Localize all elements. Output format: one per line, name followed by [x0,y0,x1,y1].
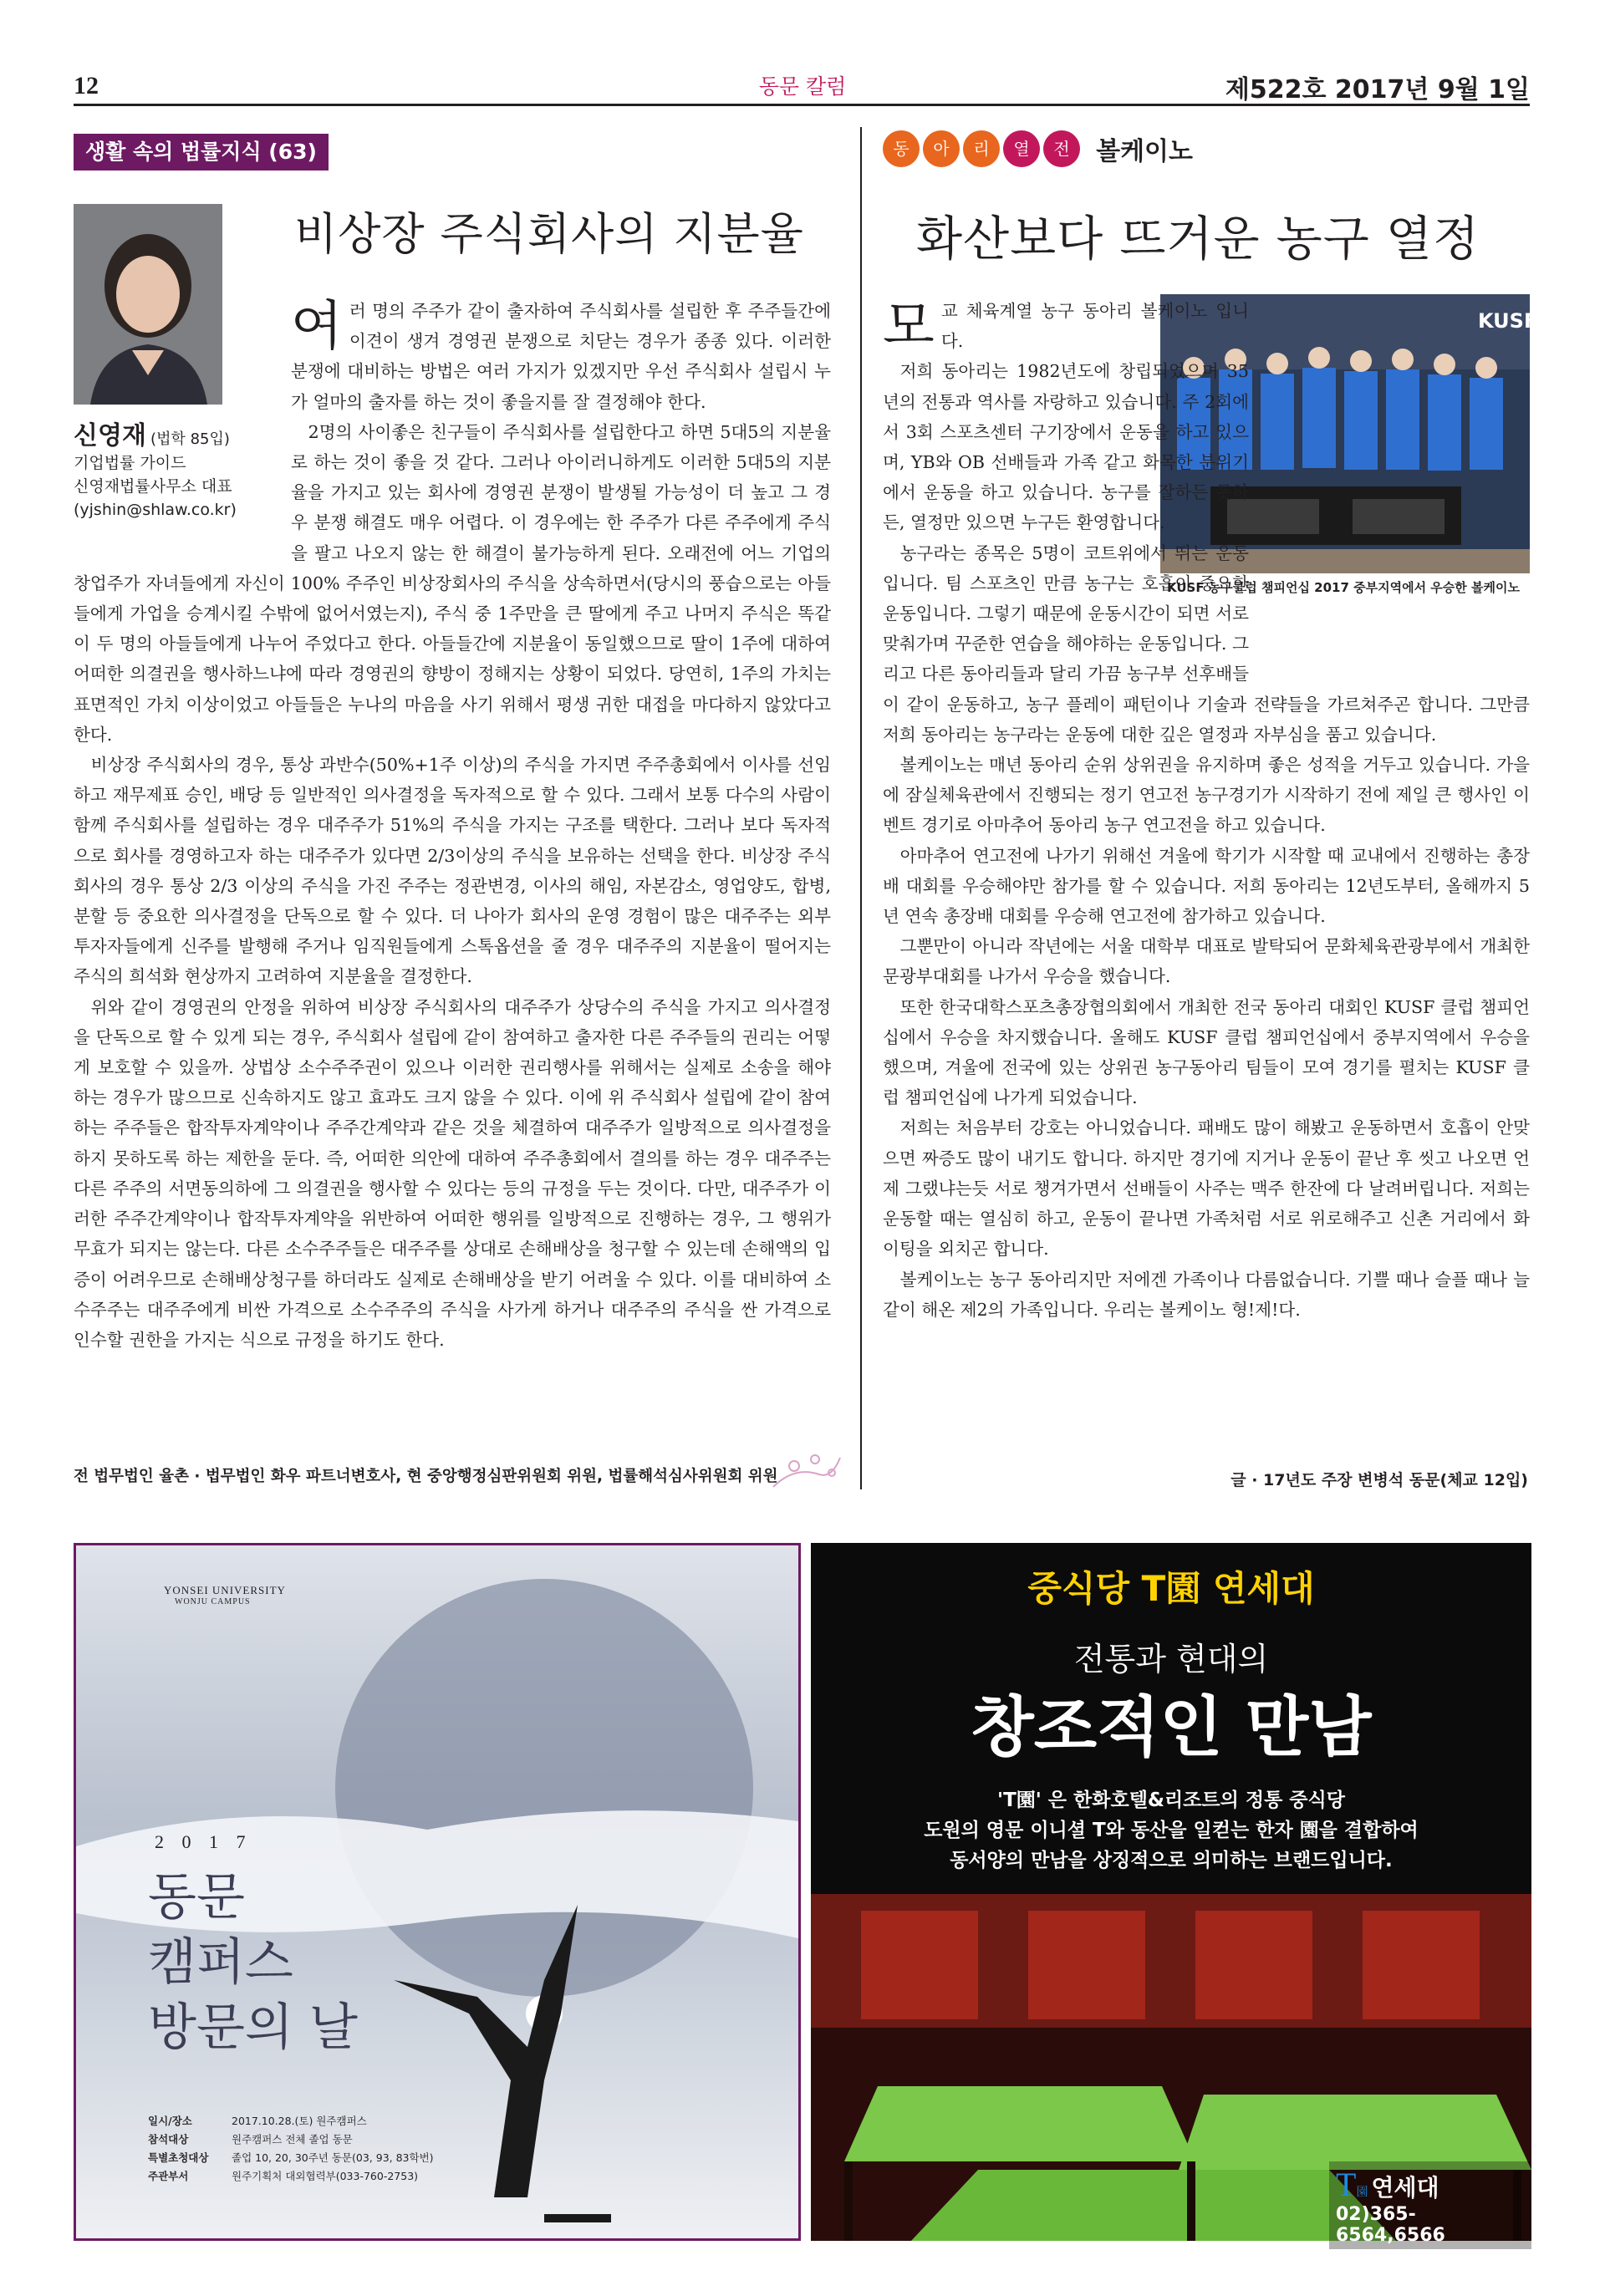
right-paragraph: 저희 동아리는 1982년도에 창립되었으며 35년의 전통과 역사를 자랑하고 있습니다. 주 2회에서 3회 스포츠센터 구기장에서 운동을 하고 있으며, YB와 OB 선배들과 가족 같고 화목한 분위기에서 운동을 하고 있습니다. 농구를 잘하든 못하든, 열정만 있으면 누구든 환영합니다. [883,361,1249,533]
svg-text:KUSF: KUSF [1478,309,1538,333]
ad-title-line3: 방문의 날 [148,1998,358,2057]
author-role1: 기업법률 가이드 [74,454,186,472]
restaurant-phone: 02)365-6564,6566 [1336,2204,1445,2246]
author-name: 신영재 [74,421,146,451]
article-credit: 글 · 17년도 주장 변병석 동문(체교 12입) [1230,1471,1528,1489]
ad-title [148,1865,358,2060]
badge-ri: 리 [963,130,1000,167]
right-paragraph: 그뿐만이 아니라 작년에는 서울 대학부 대표로 발탁되어 문화체육관광부에서 개최한 문광부대회를 나가서 우승을 했습니다. [883,936,1530,987]
badge-yeol: 열 [1003,130,1040,167]
ad-info-row: 주관부서 원주기획처 대외협력부(033-760-2753) [148,2170,419,2182]
right-article-body [883,296,1530,1458]
right-paragraph: 교 체육계열 농구 동아리 볼케이노 입니다. [940,301,1249,352]
ad-subtitle: 전통과 현대의 [1073,1641,1269,1677]
right-paragraph: 저희는 처음부터 강호는 아니었습니다. 패배도 많이 해봤고 운동하면서 호흡이 안맞으면 짜증도 많이 내기도 합니다. 하지만 경기에 지거나 운동이 끝난 후 씻고 나오면 언제 그랬냐는듯 서로 챙겨가면서 선배들이 사주는 맥주 한잔에 다 날려버립니다. 저희는 운동할 때는 열심히 하고, 운동이 끝나면 가족처럼 서로 위로해주고 신촌 거리에서 화이팅을 외치곤 합니다. [883,1117,1530,1260]
logo-text: 연세대 [1371,2174,1439,2202]
ad-desc-line: 'T園' 은 한화호텔&리조트의 정통 중식당 [997,1789,1345,1811]
column-divider [860,127,862,1489]
left-paragraph: 위와 같이 경영권의 안정을 위하여 비상장 주식회사의 대주주가 상당수의 주식을 가지고 의사결정을 단독으로 할 수 있게 되는 경우, 주식회사 설립에 같이 참여하고 출자한 다른 주주들의 권리는 어떻게 보호할 수 있을까. 상법상 소수주주권이 있으나 이러한 권리행사를 위해서는 실제로 소송을 해야 하는 경우가 많으므로 신속하지도 않고 효과도 크지 않을 수 있다. 이에 위 주식회사 설립에 같이 참여하는 주주들은 합작투자계약이나 주주간계약과 같은 것을 체결하여 대주주가 일방적으로 의사결정을 하지 못하도록 하는 제한을 둔다. 즉, 어떠한 의안에 대하여 주주총회에서 결의를 하는 경우 대주주는 다른 주주의 서면동의하에 그 의결권을 행사할 수 있다는 등의 규정을 두는 것이다. 다만, 대주주가 이러한 주주간계약이나 합작투자계약을 위반하여 어떠한 행위를 일방적으로 진행하는 경우, 그 행위가 무효가 되지는 않는다. 다른 소수주주들은 대주주를 상대로 손해배상을 청구할 수 있는데 손해액의 입증이 어려우므로 손해배상청구를 하더라도 실제로 손해배상을 받기 어려울 수 있다. 이를 대비하여 소수주주는 대주주에게 비싼 가격으로 소수주주의 주식을 사가게 하거나 대주주의 주식을 싼 가격으로 인수할 권한을 가지는 식으로 규정을 하기도 한다. [74,996,831,1350]
author-role2: 신영재법률사무소 대표 [74,477,232,496]
photo-caption: KUSF 농구클럽 챔피언십 2017 중부지역에서 우승한 볼케이노 [1167,580,1520,595]
ad-info-row: 참석대상 원주캠퍼스 전체 졸업 동문 [148,2133,353,2146]
author-email: (yjshin@shlaw.co.kr) [74,501,237,519]
series-label: 생활 속의 법률지식 (63) [74,134,329,171]
right-paragraph: 아마추어 연고전에 나가기 위해선 겨울에 학기가 시작할 때 교내에서 진행하는 총장배 대회를 우승해야만 참가를 할 수 있습니다. 저희 동아리는 12년도부터, 올해까지 5년 연속 총장배 대회를 우승해 연고전에 참가하고 있습니다. [883,845,1530,927]
right-dropcap: 모 [883,296,935,358]
author-class: (법학 85입) [150,430,230,448]
author-footnote: 전 법무법인 율촌 · 법무법인 화우 파트너변호사, 현 중앙행정심판위원회 위원, 법률해석심사위원회 위원 [74,1468,778,1485]
ad-campus: WONJU CAMPUS [175,1597,251,1606]
right-paragraph: 농구라는 종목은 5명이 코트위에서 뛰는 운동입니다. 팀 스포츠인 만큼 농구는 호흡이 중요한 운동입니다. 그렇기 때문에 운동시간이 되면 서로 맞춰가며 꾸준한 연습을 해야하는 운동입니다. 그리고 다른 동아리들과 달리 가끔 농구부 선후배들이 같이 운동하고, 농구 플레이 패턴이나 기술과 전략들을 가르쳐주곤 합니다. 그만큼 저희 동아리는 농구라는 운동에 대한 깊은 열정과 자부심을 품고 있습니다. [883,542,1530,745]
left-paragraph: 비상장 주식회사의 경우, 통상 과반수(50%+1주 이상)의 주식을 가지면 주주총회에서 이사를 선임하고 재무제표 승인, 배당 등 일반적인 의사결정을 독자적으로 할 수 있다. 그래서 보통 다수의 사람이 함께 주식회사를 설립하는 경우 대주주가 51%의 주식을 가지는 구조를 택한다. 그러나 보다 독자적으로 회사를 경영하고자 하는 대주주가 있다면 2/3이상의 주식을 보유하는 선택을 한다. 비상장 주식회사의 경우 통상 2/3 이상의 주식을 가진 주주는 정관변경, 이사의 해임, 자본감소, 영업양도, 합병, 분할 등 중요한 의사결정을 단독으로 할 수 있다. 더 나아가 회사의 운영 경험이 많은 대주주는 외부 투자자들에게 신주를 발행해 주거나 임직원들에게 스톡옵션을 줄 경우 대주주의 지분율이 떨어지는 주식의 희석화 현상까지 고려하여 지분율을 결정한다. [74,755,831,987]
ad-desc-line: 도원의 영문 이니셜 T와 동산을 일컫는 한자 園을 결합하여 [924,1820,1419,1841]
alumni-day-ad [74,1543,801,2241]
club-series-header [883,130,1193,167]
floral-ornament-icon [769,1441,844,1491]
t-logo-icon: T [1336,2166,1357,2203]
left-paragraph: 러 명의 주주가 같이 출자하여 주식회사를 설립한 후 주주들간에 이견이 생겨 경영권 분쟁으로 치닫는 경우가 종종 있다. 이러한 분쟁에 대비하는 방법은 여러 가지가 있겠지만 우선 주식회사 설립시 누가 얼마의 출자를 하는 것이 좋을지를 잘 결정해야 한다. [291,301,831,412]
right-paragraph: 볼케이노는 매년 동아리 순위 상위권을 유지하며 좋은 성적을 거두고 있습니다. 가을에 잠실체육관에서 진행되는 정기 연고전 농구경기가 시작하기 전에 제일 큰 행사인 이벤트 경기로 아마추어 동아리 농구 연고전을 하고 있습니다. [883,755,1530,836]
article-title: 비상장 주식회사의 지분율 [294,209,804,260]
t-logo-sub: 園 [1356,2186,1368,2199]
ad-desc-line: 동서양의 만남을 상징적으로 의미하는 브랜드입니다. [950,1850,1393,1871]
ad-info-row: 특별초청대상 졸업 10, 20, 30주년 동문(03, 93, 83학번) [148,2151,434,2164]
page-number: 12 [74,72,99,99]
badge-a: 아 [923,130,960,167]
restaurant-logo-block [1329,2161,1531,2249]
restaurant-name: 중식당 T園 연세대 [1027,1568,1315,1609]
badge-dong: 동 [883,130,920,167]
right-paragraph: 볼케이노는 농구 동아리지만 저에겐 가족이나 다름없습니다. 기쁠 때나 슬플 때나 늘 같이 해온 제2의 가족입니다. 우리는 볼케이노 형!제!다. [883,1269,1530,1320]
badge-jeon: 전 [1043,130,1080,167]
section-title: 동문 칼럼 [758,74,847,99]
restaurant-ad [811,1543,1531,2246]
club-article-title: 화산보다 뜨거운 농구 열정 [916,211,1480,267]
left-dropcap: 여 [291,296,343,358]
ad-info-row: 일시/장소 2017.10.28.(토) 원주캠퍼스 [148,2115,367,2127]
ad-headline: 창조적인 만남 [971,1689,1372,1765]
right-paragraph: 또한 한국대학스포츠총장협의회에서 개최한 전국 동아리 대회인 KUSF 클럽 챔피언십에서 우승을 차지했습니다. 올해도 KUSF 클럽 챔피언십에서 중부지역에서 우승을 했으며, 겨울에 전국에 있는 상위권 농구동아리 팀들이 모여 경기를 펼치는 KUSF 클럽 챔피언십에 나가게 되었습니다. [883,996,1530,1108]
issue-date: 제522호 2017년 9월 1일 [1225,75,1530,104]
right-float-space [1249,296,1530,660]
left-paragraph: 2명의 사이좋은 친구들이 주식회사를 설립한다고 하면 5대5의 지분율로 하는 것이 좋을 것 같다. 그러나 아이러니하게도 이러한 5대5의 지분율을 가지고 있는 회사에 경영권 분쟁이 발생될 가능성이 더 높고 그 경우 분쟁 해결도 매우 어렵다. 이 경우에는 한 주주가 다른 주주에게 주식을 팔고 나오지 않는 한 해결이 불가능하게 된다. 오래전에 어느 기업의 창업주가 자녀들에게 자신이 100% 주주인 비상장회사의 주식을 상속하면서(당시의 풍습으로는 아들들에게 가업을 승계시킬 수밖에 없어서였는지), 주식 중 1주만을 큰 딸에게 주고 나머지 주식은 똑같이 두 명의 아들들에게 나누어 주었다고 한다. 아들들간에 지분율이 동일했으므로 딸이 1주에 대하여 어떠한 의결권을 행사하느냐에 따라 경영권의 향방이 정해지는 상황이 되었다. 당연히, 1주의 가치는 표면적인 가치 이상이었고 아들들은 누나의 마음을 사기 위해서 평생 귀한 대접을 마다하지 않았다고 한다. [74,421,831,745]
ad-title-line1: 동문 [148,1868,245,1927]
ad-title-line2: 캠퍼스 [148,1933,293,1992]
left-article-body [74,296,831,1451]
club-name: 볼케이노 [1096,137,1194,166]
ad-university: YONSEI UNIVERSITY [164,1584,286,1596]
ad-description [811,1785,1531,1876]
left-float-space [74,296,291,562]
ad-info-list [148,2112,434,2186]
ad-year: 2 0 1 7 [155,1831,252,1852]
